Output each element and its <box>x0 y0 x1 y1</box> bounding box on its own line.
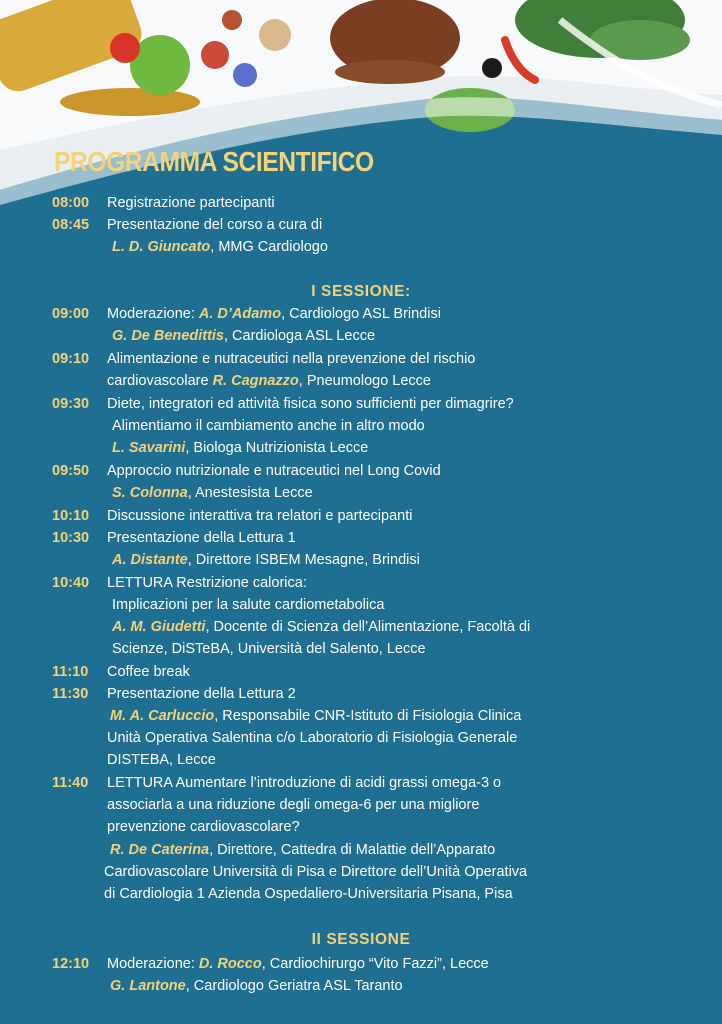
time-0800: 08:00 <box>52 195 90 211</box>
time-0845: 08:45 <box>52 217 90 233</box>
time-1130: 11:30 <box>52 686 89 702</box>
speaker-line <box>110 839 495 861</box>
agenda-item-text: LETTURA Aumentare l’introduzione di acidi grassi omega-3 o <box>107 775 502 791</box>
speaker-name: R. Cagnazzo <box>212 373 299 389</box>
speaker-role: , Direttore, Cattedra di Malattie dell’Apparato <box>209 842 496 858</box>
time-1210: 12:10 <box>52 956 90 972</box>
speaker-name: A. Distante <box>112 552 188 568</box>
time-0910: 09:10 <box>52 351 90 367</box>
time-1110: 11:10 <box>52 664 89 680</box>
agenda-item-text: Presentazione della Lettura 2 <box>107 686 296 702</box>
time-1030: 10:30 <box>52 530 90 546</box>
agenda-item-text: Discussione interattiva tra relatori e partecipanti <box>107 508 413 524</box>
agenda-item-text: Approccio nutrizionale e nutraceutici nel Long Covid <box>107 463 441 479</box>
moderation-label: Moderazione: <box>107 956 199 972</box>
speaker-line <box>112 325 375 347</box>
agenda-item-text: Unità Operativa Salentina c/o Laboratorio di Fisiologia Generale <box>107 730 518 746</box>
agenda-item-text: cardiovascolare <box>107 373 213 389</box>
agenda-item-coffee-break: Coffee break <box>107 664 190 680</box>
speaker-line <box>110 975 403 997</box>
speaker-line <box>112 616 530 638</box>
time-1040: 10:40 <box>52 575 90 591</box>
speaker-role: , Docente di Scienza dell’Alimentazione, Facoltà di <box>205 619 531 635</box>
speaker-line <box>112 482 313 504</box>
agenda-item-course-presentation: Presentazione del corso a cura di <box>107 217 323 233</box>
agenda-item-text: associarla a una riduzione degli omega-6 per una migliore <box>107 797 480 813</box>
agenda-item-text: Cardiovascolare Università di Pisa e Direttore dell’Unità Operativa <box>104 864 528 880</box>
speaker-name: D. Rocco <box>198 956 262 972</box>
speaker-role: , Responsabile CNR-Istituto di Fisiologia Clinica <box>214 708 522 724</box>
agenda-item-text: Diete, integratori ed attività fisica sono sufficienti per dimagrire? <box>107 396 514 412</box>
time-0900: 09:00 <box>52 306 90 322</box>
agenda-item-text: DISTEBA, Lecce <box>107 752 216 768</box>
speaker-role: , Cardiologo ASL Brindisi <box>281 306 441 322</box>
speaker-line <box>112 437 368 459</box>
agenda-item-text: LETTURA Restrizione calorica: <box>107 575 307 591</box>
speaker-role: , Cardiochirurgo “Vito Fazzi”, Lecce <box>261 956 489 972</box>
time-0950: 09:50 <box>52 463 90 479</box>
speaker-name: A. D’Adamo <box>198 306 282 322</box>
agenda-item-text: Presentazione della Lettura 1 <box>107 530 296 546</box>
agenda-item-text: Implicazioni per la salute cardiometabolica <box>112 597 385 613</box>
speaker-line <box>112 549 420 571</box>
session-2-title: II SESSIONE <box>311 931 411 948</box>
speaker-name: L. Savarini <box>112 440 186 456</box>
moderation-line <box>107 303 441 325</box>
program-title: PROGRAMMA SCIENTIFICO <box>54 146 374 177</box>
moderation-label: Moderazione: <box>107 306 199 322</box>
speaker-name: G. Lantone <box>110 978 186 994</box>
time-1010: 10:10 <box>52 508 90 524</box>
time-1140: 11:40 <box>52 775 89 791</box>
speaker-role: , Direttore ISBEM Mesagne, Brindisi <box>187 552 420 568</box>
agenda-item-text: prevenzione cardiovascolare? <box>107 819 300 835</box>
speaker-name: M. A. Carluccio <box>110 708 215 724</box>
speaker-name: R. De Caterina <box>110 842 210 858</box>
speaker-line <box>107 370 431 392</box>
speaker-line <box>112 236 328 258</box>
agenda-item-text: Alimentiamo il cambiamento anche in altro modo <box>112 418 425 434</box>
moderation-line <box>107 953 489 975</box>
speaker-role: , Cardiologa ASL Lecce <box>224 328 376 344</box>
speaker-role: , Cardiologo Geriatra ASL Taranto <box>185 978 403 994</box>
time-0930: 09:30 <box>52 396 90 412</box>
agenda-item-text: di Cardiologia 1 Azienda Ospedaliero-Universitaria Pisana, Pisa <box>104 886 513 902</box>
agenda-item-text: Alimentazione e nutraceutici nella prevenzione del rischio <box>107 351 476 367</box>
speaker-name: G. De Benedittis <box>112 328 224 344</box>
speaker-name: A. M. Giudetti <box>112 619 206 635</box>
speaker-line <box>110 705 521 727</box>
agenda-item-registration: Registrazione partecipanti <box>107 195 275 211</box>
session-1-title: I SESSIONE: <box>311 283 411 300</box>
speaker-name: L. D. Giuncato <box>112 239 211 255</box>
speaker-role: , Anestesista Lecce <box>187 485 313 501</box>
speaker-role: , Pneumologo Lecce <box>298 373 431 389</box>
speaker-name: S. Colonna <box>112 485 188 501</box>
agenda-item-text: Scienze, DiSTeBA, Università del Salento, Lecce <box>112 641 426 657</box>
speaker-role: , MMG Cardiologo <box>210 239 328 255</box>
speaker-role: , Biologa Nutrizionista Lecce <box>185 440 369 456</box>
